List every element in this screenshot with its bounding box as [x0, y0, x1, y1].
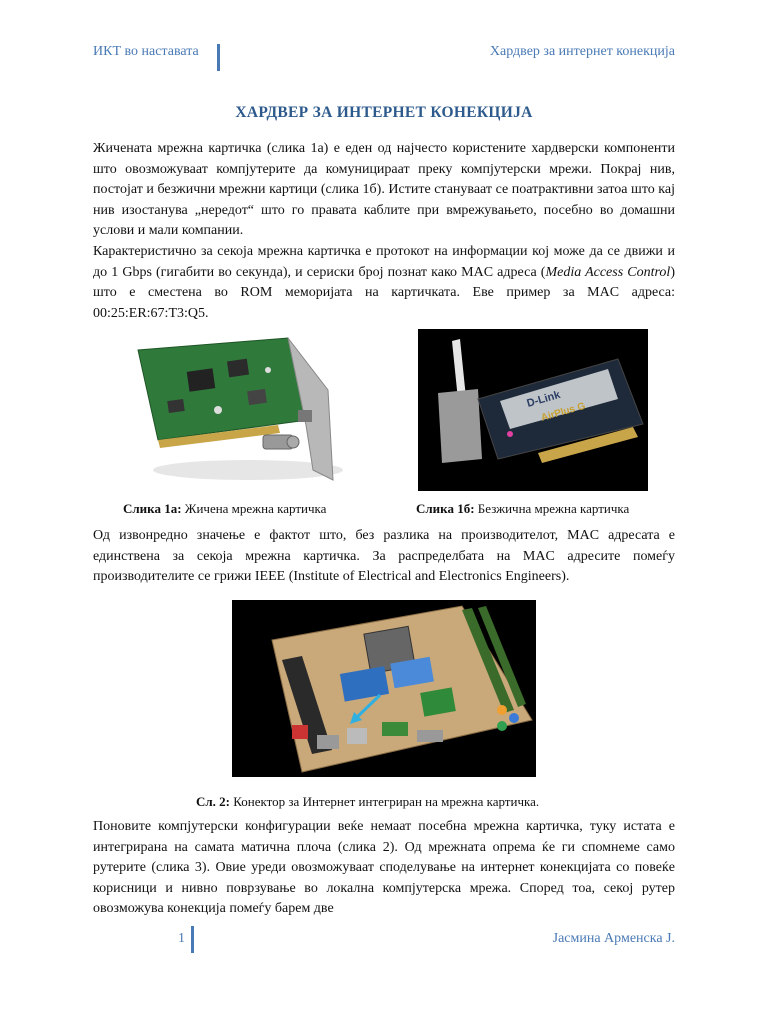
- caption-figure-1a: [123, 501, 326, 517]
- caption-figure-2: [196, 794, 539, 810]
- paragraph-wired-card: Жичената мрежна картичка (слика 1а) е еден од најчесто користените хардверски компоненти што овозможуваат компјутерите да комуницираат преку компјутерски мрежи. Покрај нив, постојат и безжични мрежни картици (слика 1б). Истите стануваат се поатрактивни затоа што кај нив изостанува „нередот“ што го правата каблите при вмрежувањето, посебно во домашни услови и мали компании.: [93, 141, 675, 238]
- wireless-card-brand: D-Link: [525, 388, 562, 410]
- header-divider: [217, 44, 220, 71]
- italic-term: Media Access Control: [545, 264, 671, 280]
- caption-label: Сл. 2:: [196, 794, 231, 809]
- paragraph-text: Карактеристично за секоја мрежна картичка е протокот на информации кој може да се движи и до 1 Gbps (гигабити во секунда), и сериски број познат како MAC адреса (: [93, 244, 675, 280]
- caption-text: Жичена мрежна картичка: [181, 501, 327, 516]
- page-number: 1: [178, 931, 185, 946]
- figure-wired-card-image: [128, 330, 358, 490]
- footer-author: Јасмина Арменска Ј.: [552, 931, 675, 946]
- wireless-card-model: AirPlus G: [539, 400, 587, 424]
- paragraph-mac-address: [93, 242, 675, 324]
- wireless-card-illustration: [418, 329, 648, 491]
- caption-text: Безжична мрежна картичка: [474, 501, 630, 516]
- header-right-title: Хардвер за интернет конекција: [489, 44, 675, 59]
- footer-divider: [191, 926, 194, 953]
- caption-label: Слика 1а:: [123, 501, 182, 516]
- motherboard-illustration: [232, 600, 536, 777]
- header-left-title: ИКТ во наставата: [93, 44, 199, 59]
- caption-label: Слика 1б:: [416, 501, 475, 516]
- paragraph-text: ) што е сместена во ROM меморијата на картичката. Еве пример за MAC адреса: 00:25:ER:67:T3:Q5.: [93, 264, 675, 321]
- wired-card-illustration: [128, 330, 358, 490]
- paragraph-ieee: Од извонредно значење е фактот што, без разлика на производителот, MAC адресата е единствена за секоја мрежна картичка. За распределбата на MAC адресите помеѓу производителите се грижи IEEE (Institute of Electrical and Electronics Engineers).: [93, 528, 675, 584]
- figure-motherboard-image: [232, 600, 536, 777]
- page-title: ХАРДВЕР ЗА ИНТЕРНЕТ КОНЕКЦИЈА: [235, 104, 533, 121]
- caption-figure-1b: [416, 501, 629, 517]
- figure-wireless-card-image: [418, 329, 648, 491]
- caption-text: Конектор за Интернет интегриран на мрежна картичка.: [230, 794, 540, 809]
- paragraph-routers: Поновите компјутерски конфигурации веќе немаат посебна мрежна картичка, туку истата е интегрирана на самата матична плоча (слика 2). Од мрежната опрема ќе ги спомнеме само рутерите (слика 3). Овие уреди овозможуваат споделување на интернет конекцијата со повеќе корисници и нивно поврзување во локална компјутерска мрежа. Според тоа, секој рутер овозможува конекција помеѓу барем две: [93, 819, 675, 916]
